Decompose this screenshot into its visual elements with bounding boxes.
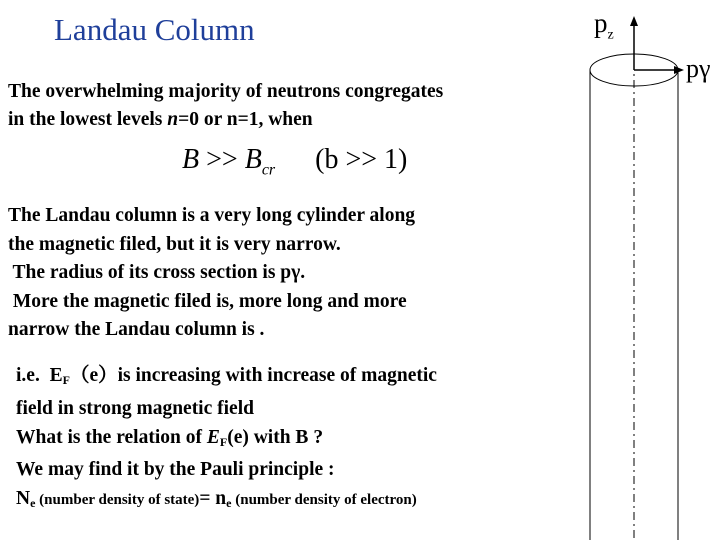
intro-n-symbol: n [167,109,179,130]
equals-n-symbol: = n [199,488,227,510]
slide-title: Landau Column [54,12,255,47]
ne-description: (number density of state) [35,492,200,509]
eq-lhs: B [182,144,200,175]
desc-line-4: More the magnetic filed is, more long and more [8,290,407,312]
pz-label-sub: z [607,27,614,43]
eq-paren: (b >> 1) [315,144,408,175]
ef-subscript: F [62,373,70,387]
desc-line-3-end: . [300,262,306,283]
desc-line-3-text: The radius of its cross section is p [8,262,292,283]
intro-line-2-text: in the lowest levels [8,109,168,130]
question-line-3-text: What is the relation of [16,426,207,448]
question-line-2: field in strong magnetic field [16,397,254,419]
ef-subscript-2: F [219,434,228,449]
question-line-1-end: （e）is increasing with increase of magnetic [69,365,437,386]
desc-gamma-symbol: γ [291,262,301,283]
n-subscript: e [226,496,232,511]
ne-subscript: e [30,496,36,511]
n-description: (number density of electron) [231,492,417,509]
ef-symbol: E [206,426,220,448]
question-line-3-end: (e) with B ? [227,426,324,448]
desc-line-1: The Landau column is a very long cylinder along [8,205,416,226]
eq-rhs: B [244,144,262,175]
desc-line-5: narrow the Landau column is . [8,319,265,340]
eq-op: >> [199,144,245,175]
intro-line-1: The overwhelming majority of neutrons congregates [8,81,444,102]
eq-rhs-sub: cr [261,161,276,179]
pz-arrow-head [630,16,638,26]
question-line-1-text: i.e. E [16,365,63,386]
question-line-4: We may find it by the Pauli principle : [16,459,335,481]
pz-label [594,8,614,43]
ne-symbol: N [16,488,31,510]
pz-label-p: p [594,8,608,38]
desc-line-2: the magnetic filed, but it is very narrow. [8,233,341,255]
pgamma-label: pγ [686,54,711,83]
pgamma-arrow-head [674,66,684,74]
intro-line-2-end: =0 or n=1, when [178,109,313,130]
